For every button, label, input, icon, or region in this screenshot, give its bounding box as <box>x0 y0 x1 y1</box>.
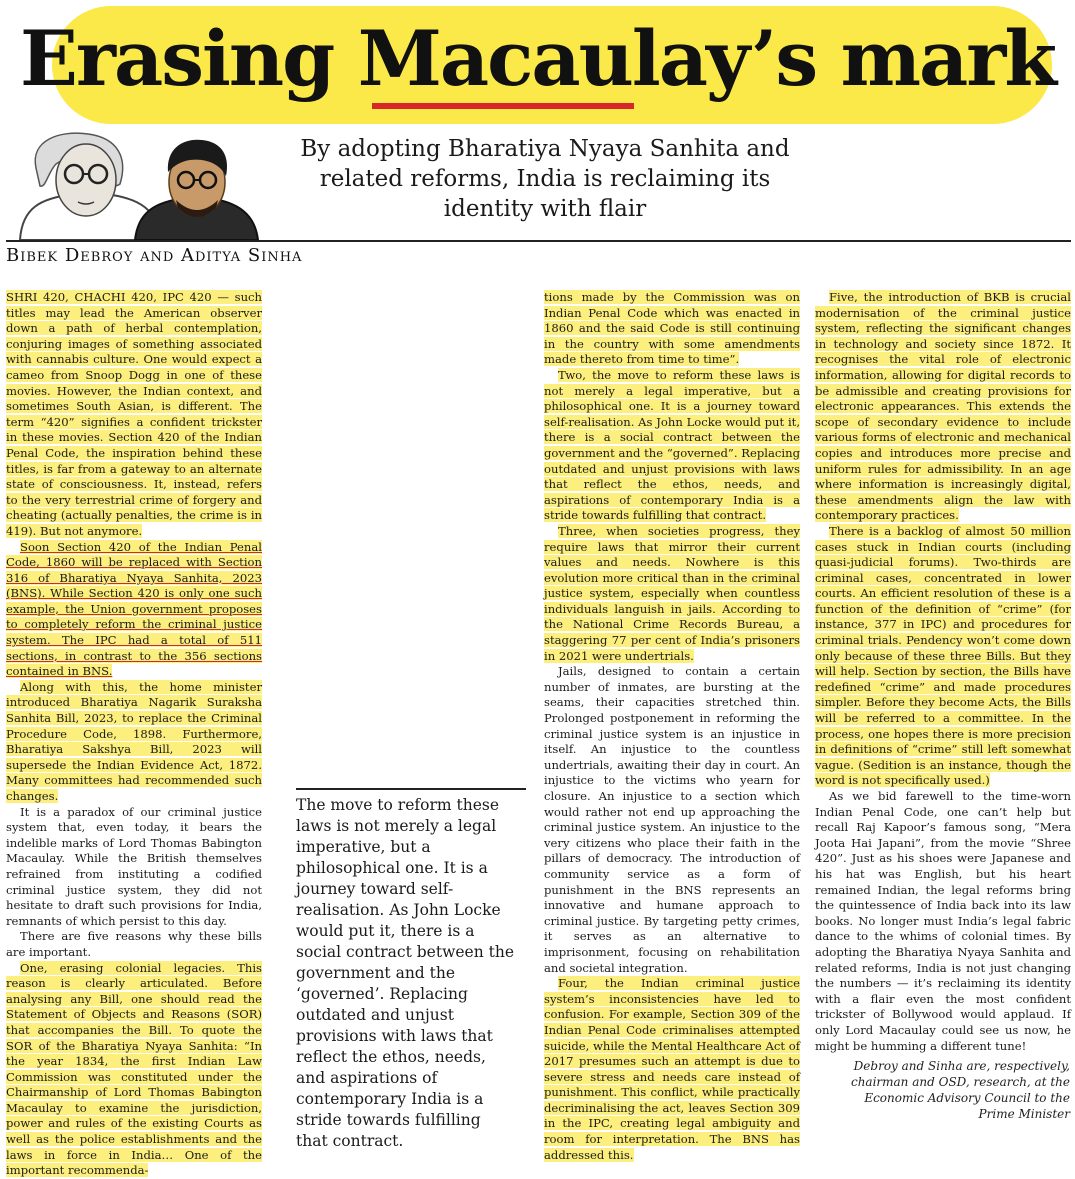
headline-underline <box>372 103 634 109</box>
paragraph <box>6 290 262 540</box>
author-portraits <box>0 128 290 240</box>
article-column-3 <box>815 290 1071 1054</box>
paragraph-text: As we bid farewell to the time-worn Indian Penal Code, one can’t help but recall Raj Kapoor’s famous song, “Mera Joota Hai Japani”, from the movie “Shree 420”. Just as his shoes were Japanese and his hat was English, but his heart remained Indian, the legal reforms bring the quintessence of India back into its law books. No longer must India’s legal fabric dance to the whims of colonial times. By adopting the Bharatiya Nyaya Sanhita and related reforms, India is not just changing the numbers — it’s reclaiming its identity with a flair even the most confident trickster of Bollywood would applaud. If only Lord Macaulay could see us now, he might be humming a different tune! <box>815 789 1071 1053</box>
paragraph <box>6 680 262 805</box>
paragraph-text: Two, the move to reform these laws is not merely a legal imperative, but a philosophical one. It is a journey toward self-realisation. As John Locke would put it, there is a social contract between the government and the “governed”. Replacing outdated and unjust provisions with laws that reflect the ethos, needs, and aspirations of contemporary India is a stride towards fulfilling that contract. <box>544 367 800 523</box>
byline-rule <box>6 240 1071 242</box>
paragraph-text: There are five reasons why these bills are important. <box>6 929 262 959</box>
paragraph <box>544 524 800 664</box>
author-portraits-illustration <box>0 128 290 240</box>
byline: Bibek Debroy and Aditya Sinha <box>6 245 303 266</box>
pullquote-rule <box>296 788 526 790</box>
paragraph-text: Along with this, the home minister introduced Bharatiya Nagarik Suraksha Sanhita Bill, 2023, to replace the Criminal Procedure Code, 1898. Furthermore, Bharatiya Sakshya Bill, 2023 will supersede the Indian Evidence Act, 1872. Many committees had recommended such changes. <box>6 679 262 803</box>
paragraph-text: One, erasing colonial legacies. This reason is clearly articulated. Before analysing any Bill, one should read the Statement of Objects and Reasons (SOR) that accompanies the Bill. To quote the SOR of the Bharatiya Nyaya Sanhita: “In the year 1834, the first Indian Law Commission was constituted under the Chairmanship of Lord Thomas Babington Macaulay to examine the jurisdiction, power and rules of the existing Courts as well as the police establishments and the laws in force in India… One of the important recommenda- <box>6 960 262 1178</box>
paragraph-text: Three, when societies progress, they require laws that mirror their current values and needs. Nowhere is this evolution more critical than in the criminal justice system, especially when countless individuals languish in jails. According to the National Crime Records Bureau, a staggering 77 per cent of India’s prisoners in 2021 were undertrials. <box>544 523 800 663</box>
pullquote: The move to reform these laws is not merely a legal imperative, but a philosophical one. It is a journey toward self-realisation. As John Locke would put it, there is a social contract between the government and the ‘governed’. Replacing outdated and unjust provisions with laws that reflect the ethos, needs, and aspirations of contemporary India is a stride towards fulfilling that contract. <box>296 796 514 1150</box>
author-credit: Debroy and Sinha are, respectively, chairman and OSD, research, at the Economic Advisory Council to the Prime Minister <box>850 1059 1070 1121</box>
article-column-2 <box>544 290 800 1163</box>
paragraph <box>6 540 262 680</box>
paragraph-text: There is a backlog of almost 50 million cases stuck in Indian courts (including quasi-judicial forums). Two-thirds are criminal cases, concentrated in lower courts. An efficient resolution of these is a function of the definition of “crime” (for instance, 377 in IPC) and procedures for criminal trials. Pendency won’t come down only because of these three Bills. But they will help. Section by section, the Bills have redefined “crime” and made procedures simpler. Before they become Acts, the Bills will be referred to a committee. In the process, one hopes there is more precision in definitions of “crime” still left somewhat vague. (Sedition is an instance, though the word is not specifically used.) <box>815 523 1071 788</box>
paragraph <box>6 805 262 930</box>
paragraph <box>544 664 800 976</box>
paragraph <box>6 961 262 1179</box>
paragraph-text: Five, the introduction of BKB is crucial modernisation of the criminal justice system, reflecting the significant changes in technology and society since 1872. It recognises the vital role of electronic information, allowing for digital records to be admissible and creating provisions for electronic appearances. This extends the scope of secondary evidence to include various forms of electronic and mechanical copies and introduces more precise and uniform rules for admissibility. In an age where information is increasingly digital, these amendments align the law with contemporary practices. <box>815 290 1071 523</box>
headline: Erasing Macaulay’s mark <box>20 14 1055 103</box>
paragraph-text: SHRI 420, CHACHI 420, IPC 420 — such titles may lead the American observer down a path of herbal contemplation, conjuring images of something associated with cannabis culture. One would expect a cameo from Snoop Dogg in one of these movies. However, the Indian context, and sometimes South Asian, is different. The term “420” signifies a confident trickster in these movies. Section 420 of the Indian Penal Code, the inspiration behind these titles, is far from a gateway to an alternate state of consciousness. It, instead, refers to the very terrestrial crime of forgery and cheating (actually penalties, the crime is in 419). But not anymore. <box>6 290 262 538</box>
paragraph <box>815 524 1071 789</box>
paragraph-text: Soon Section 420 of the Indian Penal Code, 1860 will be replaced with Section 316 of Bharatiya Nyaya Sanhita, 2023 (BNS). While Section 420 is only one such example, the Union government proposes to completely reform the criminal justice system. The IPC had a total of 511 sections, in contrast to the 356 sections contained in BNS. <box>6 539 262 679</box>
paragraph-text: tions made by the Commission was on Indian Penal Code which was enacted in 1860 and the said Code is still continuing in the country with some amendments made thereto from time to time”. <box>544 290 800 367</box>
subheadline: By adopting Bharatiya Nyaya Sanhita and related reforms, India is reclaiming its identity with flair <box>300 136 790 222</box>
paragraph <box>815 789 1071 1054</box>
paragraph <box>815 290 1071 524</box>
paragraph <box>544 368 800 524</box>
paragraph <box>6 929 262 960</box>
paragraph-text: Four, the Indian criminal justice system’s inconsistencies have led to confusion. For example, Section 309 of the Indian Penal Code criminalises attempted suicide, while the Mental Healthcare Act of 2017 presumes such an attempt is due to severe stress and needs care instead of punishment. This conflict, while practically decriminalising the act, leaves Section 309 in the IPC, creating legal ambiguity and room for interpretation. The BNS has addressed this. <box>544 976 800 1162</box>
paragraph <box>544 976 800 1163</box>
paragraph <box>544 290 800 368</box>
article-column-1 <box>6 290 262 1179</box>
paragraph-text: Jails, designed to contain a certain number of inmates, are bursting at the seams, their capacities stretched thin. Prolonged postponement in reforming the criminal justice system is an injustice in itself. An injustice to the countless undertrials, awaiting their day in court. An injustice to the victims who yearn for closure. An injustice to a section which would rather not end up approaching the criminal justice system. An injustice to the very citizens who place their faith in the pillars of democracy. The introduction of community service as a form of punishment in the BNS represents an innovative and humane approach to criminal justice. By targeting petty crimes, it serves as an alternative to imprisonment, focusing on rehabilitation and societal integration. <box>544 664 800 975</box>
paragraph-text: It is a paradox of our criminal justice system that, even today, it bears the indelible marks of Lord Thomas Babington Macaulay. While the British themselves refrained from instituting a codified criminal justice system, they did not hesitate to draft such provisions for India, remnants of which persist to this day. <box>6 804 262 928</box>
